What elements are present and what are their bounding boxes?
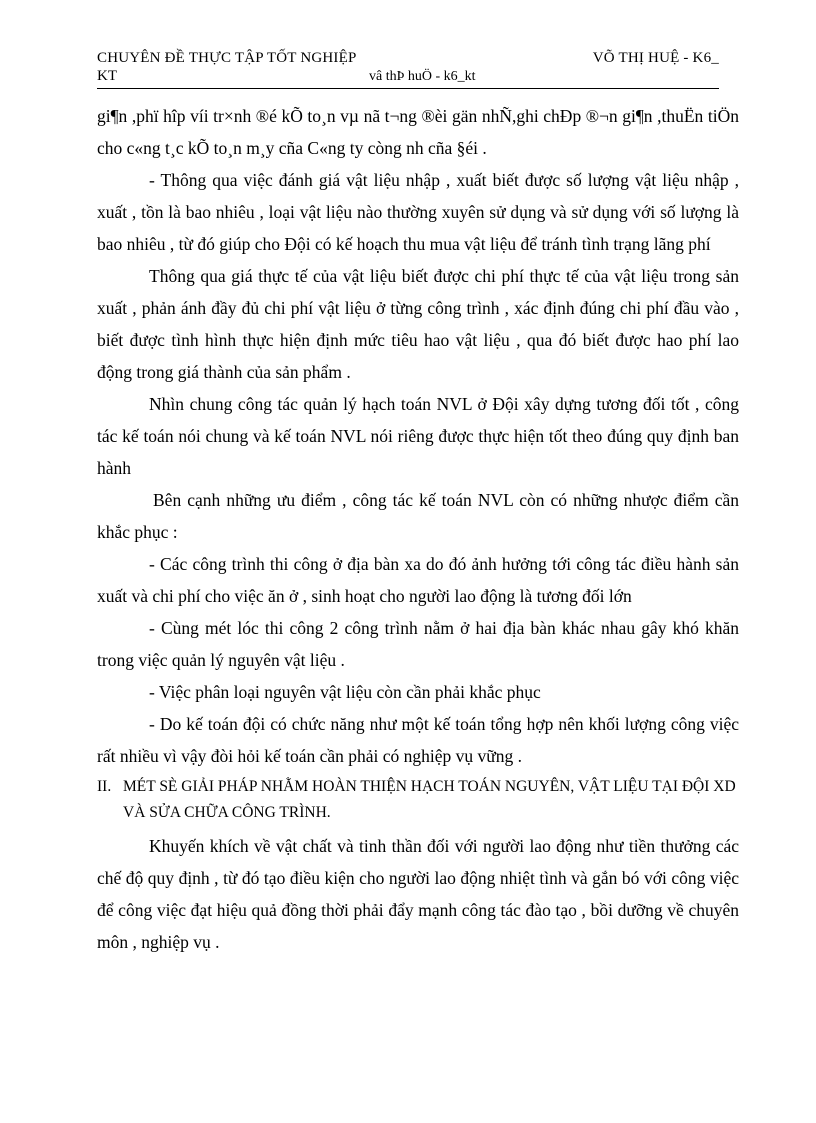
header-author: VÕ THỊ HUỆ - K6_: [592, 50, 719, 66]
paragraph-weakness-two-sites: - Cùng mét lóc thi công 2 công trình nằm ở hai địa bàn khác nhau gây khó khăn trong việc quản lý nguyên vật liệu .: [97, 618, 739, 670]
paragraph-incentives: Khuyến khích về vật chất và tinh thần đối với người lao động như tiền thưởng các chế độ quy định , từ đó tạo điều kiện cho người lao động nhiệt tình và gắn bó với công việc để công việc đạt hiệu quả đồng thời phải đẩy mạnh công tác đào tạo , bồi dưỡng về chuyên môn , nghiệp vụ .: [97, 836, 739, 952]
header-title-continuation: KT: [97, 68, 117, 84]
paragraph-material-evaluation: - Thông qua việc đánh giá vật liệu nhập , xuất biết được số lượng vật liệu nhập , xuất , tồn là bao nhiêu , loại vật liệu nào thường xuyên sử dụng và sử dụng với số lượng là bao nhiêu , từ đó giúp cho Đội có kế hoạch thu mua vật liệu để tránh tình trạng lãng phí: [97, 170, 739, 254]
paragraph-actual-cost: Thông qua giá thực tế của vật liệu biết được chi phí thực tế của vật liệu trong sản xuất , phản ánh đầy đủ chi phí vật liệu ở từng công trình , xác định đúng chi phí đầu vào , biết được tình hình thực hiện định mức tiêu hao vật liệu , qua đó biết được hao phí lao động trong giá thành của sản phẩm .: [97, 266, 739, 382]
paragraph-weakness-classification: - Việc phân loại nguyên vật liệu còn cần phải khắc phục: [149, 682, 541, 702]
paragraph-overall-assessment: Nhìn chung công tác quản lý hạch toán NVL ở Đội xây dựng tương đối tốt , công tác kế toán nói chung và kế toán NVL nói riêng được thực hiện tốt theo đúng quy định ban hành: [97, 394, 739, 478]
header-title: CHUYÊN ĐỀ THỰC TẬP TỐT NGHIỆP: [97, 50, 357, 66]
paragraph-weakness-workload: - Do kế toán đội có chức năng như một kế toán tổng hợp nên khối lượng công việc rất nhiều vì vậy đòi hỏi kế toán cần phải có nghiệp vụ vững .: [97, 714, 739, 766]
paragraph-weakness-distance: - Các công trình thi công ở địa bàn xa do đó ảnh hưởng tới công tác điều hành sản xuất và chi phí cho việc ăn ở , sinh hoạt cho người lao động là tương đối lớn: [97, 554, 739, 606]
document-body: [97, 100, 739, 958]
header-garbled-author: vâ thÞ huÖ - k6_kt: [369, 69, 476, 84]
section-number: II.: [97, 778, 112, 795]
page-header: [97, 48, 719, 89]
section-heading: [97, 774, 739, 826]
paragraph-garbled-intro: gi¶n ,phï hîp víi tr×nh ®é kÕ to¸n vµ nã t¬ng ®èi gän nhÑ,ghi chÐp ®¬n gi¶n ,thuËn tiÖn cho c«ng t¸c kÕ to¸n m¸y cña C«ng ty còng nh cña §éi .: [97, 106, 739, 158]
section-title: MÉT SÈ GIẢI PHÁP NHẰM HOÀN THIỆN HẠCH TOÁN NGUYÊN, VẬT LIỆU TẠI ĐỘI XD VÀ SỬA CHỮA CÔNG TRÌNH.: [123, 778, 736, 821]
paragraph-weaknesses-intro: Bên cạnh những ưu điểm , công tác kế toán NVL còn có những nhược điểm cần khắc phục :: [97, 490, 739, 542]
